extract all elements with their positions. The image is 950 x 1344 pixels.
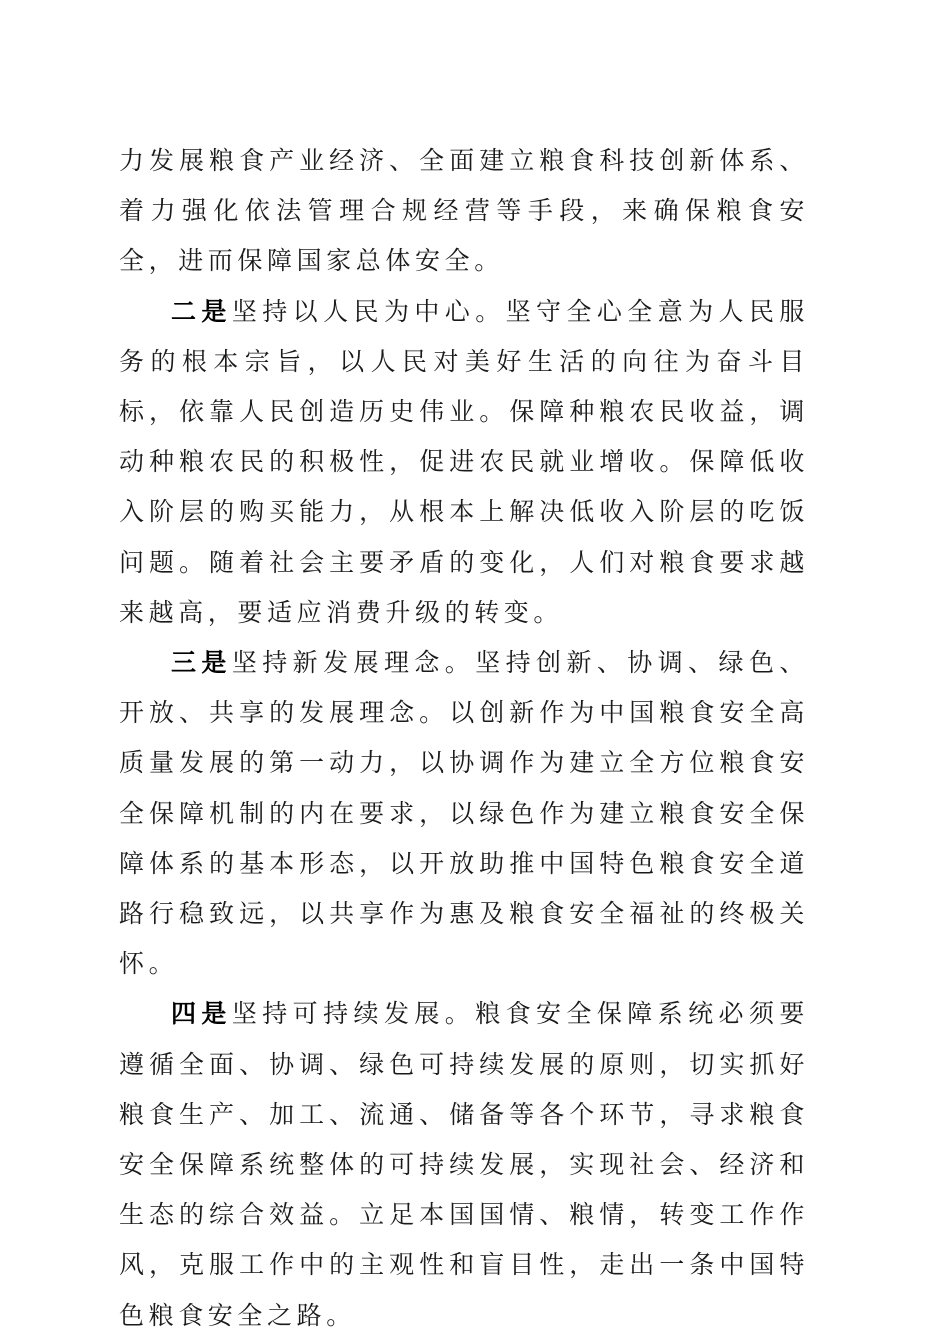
body-text (119, 136, 809, 1341)
paragraph-text: 坚持以人民为中心。坚守全心全意为人民服务的根本宗旨，以人民对美好生活的向往为奋斗目标，依靠人民创造历史伟业。保障种粮农民收益，调动种粮农民的积极性，促进农民就业增收。保障低收入阶层的购买能力，从根本上解决低收入阶层的吃饭问题。随着社会主要矛盾的变化，人们对粮食要求越来越高，要适应消费升级的转变。 (119, 296, 809, 627)
paragraph-lead: 四是 (171, 999, 232, 1029)
paragraph-continuation (119, 136, 809, 287)
paragraph-text: 坚持新发展理念。坚持创新、协调、绿色、开放、共享的发展理念。以创新作为中国粮食安全高质量发展的第一动力，以协调作为建立全方位粮食安全保障机制的内在要求，以绿色作为建立粮食安全保障体系的基本形态，以开放助推中国特色粮食安全道路行稳致远，以共享作为惠及粮食安全福祉的终极关怀。 (119, 648, 809, 979)
paragraph-lead: 二是 (171, 296, 232, 326)
paragraph-text: 力发展粮食产业经济、全面建立粮食科技创新体系、着力强化依法管理合规经营等手段，来确保粮食安全，进而保障国家总体安全。 (119, 146, 809, 276)
paragraph-point-four (119, 989, 809, 1340)
paragraph-lead: 三是 (171, 648, 232, 678)
paragraph-point-two (119, 287, 809, 638)
paragraph-text: 坚持可持续发展。粮食安全保障系统必须要遵循全面、协调、绿色可持续发展的原则，切实抓好粮食生产、加工、流通、储备等各个环节，寻求粮食安全保障系统整体的可持续发展，实现社会、经济和生态的综合效益。立足本国国情、粮情，转变工作作风，克服工作中的主观性和盲目性，走出一条中国特色粮食安全之路。 (119, 999, 809, 1330)
paragraph-point-three (119, 638, 809, 989)
